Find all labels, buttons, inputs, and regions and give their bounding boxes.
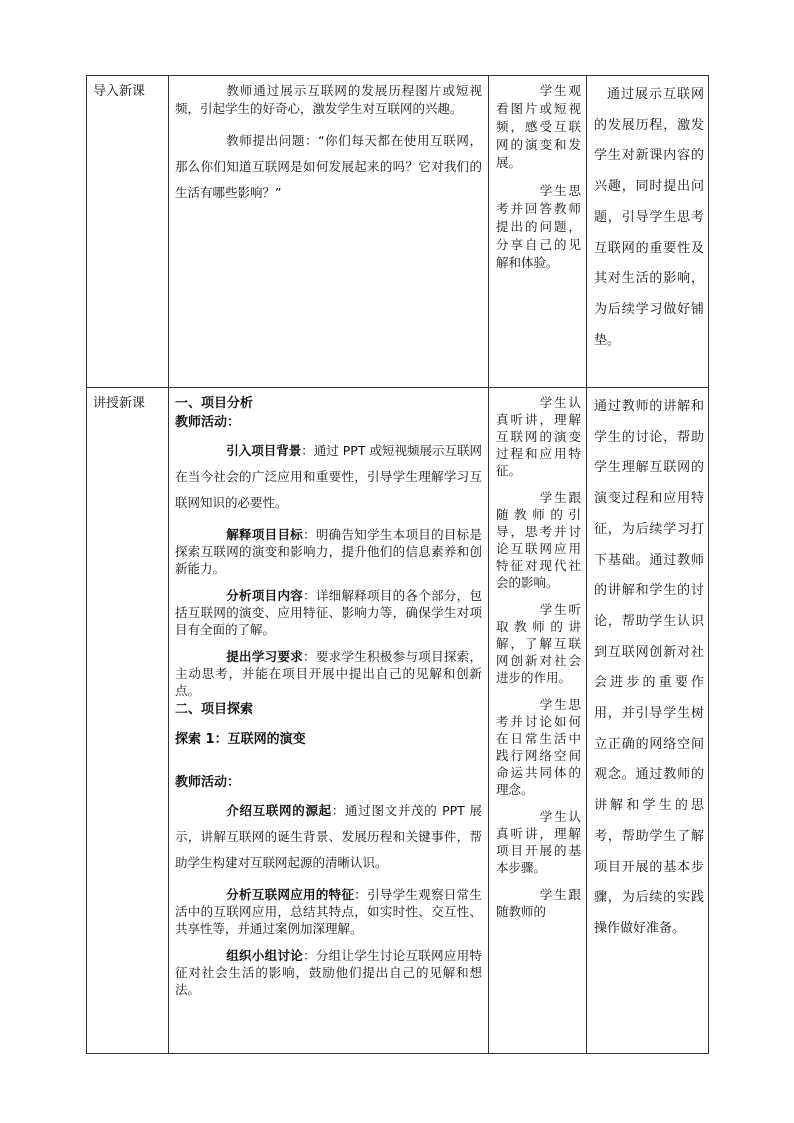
- table-row-new-lesson: [87, 388, 709, 1054]
- design-aim-intro: 通过展示互联网的发展历程，激发学生对新课内容的兴趣，同时提出问题，引导学生思考互联网的重要性及其对生活的影响，为后续学习做好铺垫。: [587, 76, 709, 388]
- teacher-activity-label-1: 教师活动：: [175, 415, 241, 430]
- student-item: 学生思考并讨论如何在日常生活中践行网络空间命运共同体的理念。: [496, 697, 581, 797]
- project-goal-text: ：明确告知学生本项目的目标是探索互联网的演变和影响力，提升他们的信息素养和创新能力。: [175, 527, 482, 576]
- explore-1-title: 探索 1：互联网的演变: [175, 732, 306, 747]
- group-discussion: [175, 947, 482, 998]
- teacher-activity-intro: [169, 76, 489, 388]
- group-discussion-text: ：分组让学生讨论互联网应用特征对社会生活的影响，鼓励他们提出自己的见解和想法。: [175, 948, 482, 997]
- student-item: 学生跟随教师的引导，思考并讨论互联网应用特征对现代社会的影响。: [496, 490, 581, 590]
- internet-origin: [175, 798, 482, 876]
- student-activity-new-lesson: [489, 388, 587, 1054]
- project-goal: [175, 526, 482, 577]
- section-heading-explore: 二、项目探索: [175, 702, 254, 717]
- learning-requirements-text: ：要求学生积极参与项目探索，主动思考，并能在项目开展中提出自己的见解和创新点。: [175, 649, 482, 698]
- intro-student-2: 学生思考并回答教师提出的问题，分享自己的见解和体验。: [496, 183, 581, 270]
- learning-requirements-label: 提出学习要求: [226, 649, 304, 664]
- project-content: [175, 587, 482, 638]
- intro-paragraph-1: 教师通过展示互联网的发展历程图片或短视频，引起学生的好奇心，激发学生对互联网的兴趣。: [175, 83, 482, 116]
- stage-cell-new-lesson: 讲授新课: [87, 388, 169, 1054]
- application-features: [175, 886, 482, 937]
- project-content-label: 分析项目内容: [226, 588, 304, 603]
- student-item: 学生跟随教师的: [496, 887, 581, 919]
- teacher-activity-new-lesson: [169, 388, 489, 1054]
- student-activity-intro: [489, 76, 587, 388]
- intro-paragraph-2: 教师提出问题：“你们每天都在使用互联网，那么你们知道互联网是如何发展起来的吗？它对我们的生活有哪些影响？”: [175, 133, 482, 200]
- project-background-label: 引入项目背景: [226, 443, 302, 458]
- project-background: [175, 438, 482, 516]
- student-item: 学生认真听讲，理解互联网的演变过程和应用特征。: [496, 395, 581, 478]
- teacher-activity-label-2: 教师活动：: [175, 775, 241, 790]
- application-features-label: 分析互联网应用的特征: [226, 887, 355, 902]
- stage-cell-intro: 导入新课: [87, 76, 169, 388]
- project-background-text: ：通过 PPT 或短视频展示互联网在当今社会的广泛应用和重要性，引导学生理解学习互联网知识的必要性。: [175, 443, 482, 510]
- internet-origin-text: ：通过图文并茂的 PPT 展示，讲解互联网的诞生背景、发展历程和关键事件，帮助学生构建对互联网起源的清晰认识。: [175, 803, 482, 870]
- intro-student-1: 学生观看图片或短视频，感受互联网的演变和发展。: [496, 83, 581, 170]
- student-item: 学生听取教师的讲解，了解互联网创新对社会进步的作用。: [496, 602, 581, 685]
- lesson-plan-table: [86, 75, 709, 1054]
- table-row-intro: [87, 76, 709, 388]
- design-aim-new-lesson: 通过教师的讲解和学生的讨论，帮助学生理解互联网的演变过程和应用特征，为后续学习打下基础。通过教师的讲解和学生的讨论，帮助学生认识到互联网创新对社会进步的重要作用，并引导学生树立正确的网络空间观念。通过教师的讲解和学生的思考，帮助学生了解项目开展的基本步骤，为后续的实践操作做好准备。: [587, 388, 709, 1054]
- internet-origin-label: 介绍互联网的源起: [226, 803, 332, 818]
- learning-requirements: [175, 648, 482, 699]
- group-discussion-label: 组织小组讨论: [226, 948, 304, 963]
- section-heading-analysis: 一、项目分析: [175, 396, 254, 411]
- application-features-text: ：引导学生观察日常生活中的互联网应用，总结其特点，如实时性、交互性、共享性等，并通过案例加深理解。: [175, 887, 482, 936]
- student-item: 学生认真听讲，理解项目开展的基本步骤。: [496, 809, 581, 875]
- project-content-text: ：详细解释项目的各个部分，包括互联网的演变、应用特征、影响力等，确保学生对项目有全面的了解。: [175, 588, 482, 637]
- project-goal-label: 解释项目目标: [226, 527, 304, 542]
